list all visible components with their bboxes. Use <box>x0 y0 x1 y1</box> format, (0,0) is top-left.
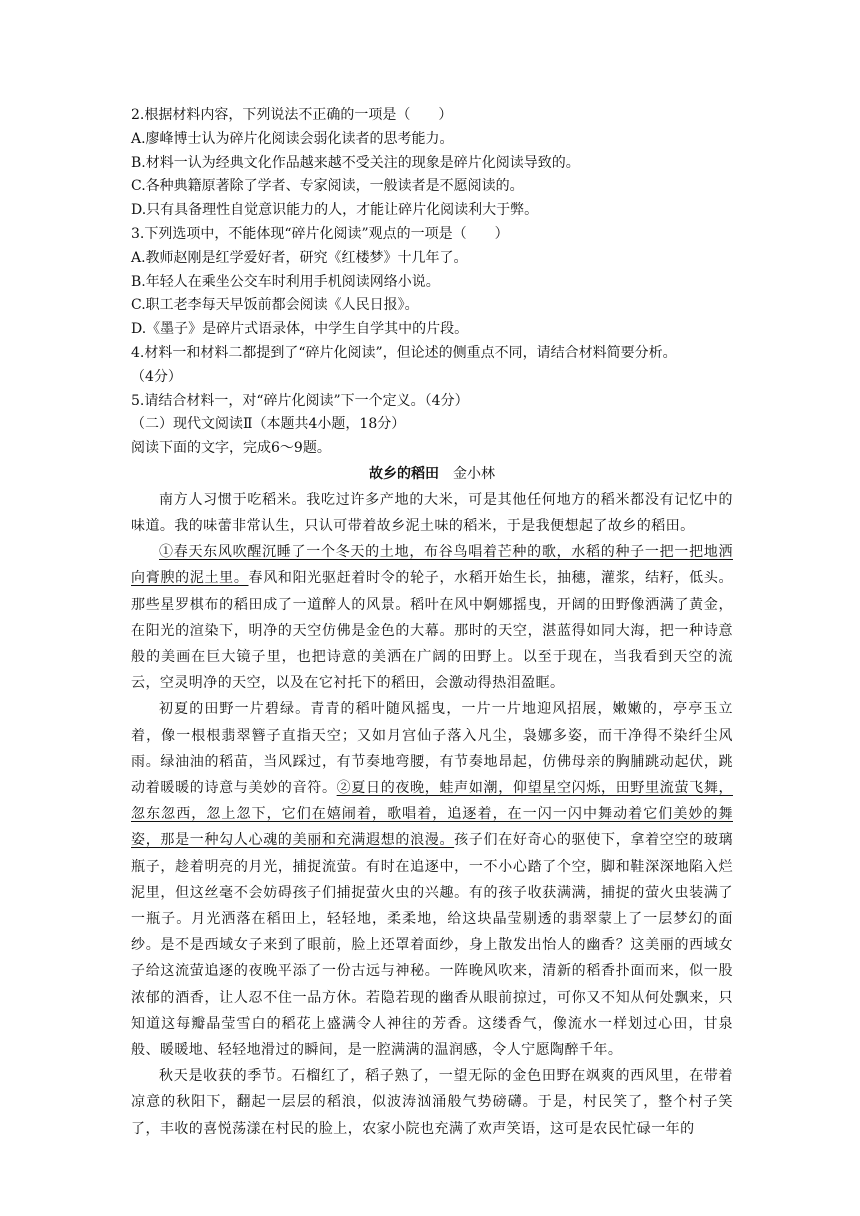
question-5-stem: 5.请结合材料一，对“碎片化阅读”下一个定义。（4分） <box>131 392 469 409</box>
article-paragraph-1: 南方人习惯于吃稻米。我吃过许多产地的大米，可是其他任何地方的稻米都没有记忆中的味道。我的味蕾非常认生，只认可带着故乡泥土味的稻米，于是我便想起了故乡的稻田。 <box>131 491 733 534</box>
paragraph-3-text-a: 初夏的田野一片碧绿。青青的稻叶随风摇曳，一片一片地迎风招展，嫩嫩的，亭亭玉立着，像一根根翡翠簪子直指天空；又如月宫仙子落入凡尘，袅娜多姿，而干净得不染纤尘风雨。绿油油的稻苗，当风踩过，有节奏地弯腰，有节奏地昂起，仿佛母亲的胸脯跳动起伏，跳动着暖暖的诗意与美妙的音符。 <box>131 701 733 796</box>
article-paragraph-3 <box>131 696 733 1063</box>
article-author: 金小林 <box>453 465 495 482</box>
question-3-option-c: C.职工老李每天早饭前都会阅读《人民日报》。 <box>131 297 419 314</box>
paragraph-2-text: 春风和阳光驱赶着时令的轮子，水稻开始生长，抽穗，灌浆，结籽，低头。那些星罗棋布的稻田成了一道醉人的风景。稻叶在风中婀娜摇曳，开阔的田野像洒满了黄金，在阳光的渲染下，明净的天空仿佛是金色的大幕。那时的天空，湛蓝得如同大海，把一种诗意般的美画在巨大镜子里，也把诗意的美洒在广阔的田野上。以至于现在，当我看到天空的流云，空灵明净的天空，以及在它衬托下的稻田，会激动得热泪盈眶。 <box>131 570 733 692</box>
question-4-stem: 4.材料一和材料二都提到了“碎片化阅读”，但论述的侧重点不同，请结合材料简要分析。 <box>131 344 677 361</box>
question-2-stem: 2.根据材料内容，下列说法不正确的一项是（ ） <box>131 107 453 123</box>
article-paragraph-2 <box>131 539 733 696</box>
question-2-option-c: C.各种典籍原著除了学者、专家阅读，一般读者是不愿阅读的。 <box>131 178 524 195</box>
underlined-sentence-2: ②夏日的夜晚，蛙声如潮，仰望星空闪烁，田野里流萤飞舞，忽东忽西，忽上忽下，它们在嬉闹着，歌唱着，追逐着，在一闪一闪中舞动着它们美妙的舞姿，那是一种勾人心魂的美丽和充满遐想的浪漫。 <box>131 779 733 849</box>
question-2-option-d: D.只有具备理性自觉意识能力的人，才能让碎片化阅读利大于弊。 <box>131 202 539 219</box>
question-2-option-b: B.材料一认为经典文化作品越来越不受关注的现象是碎片化阅读导致的。 <box>131 154 580 171</box>
underlined-sentence-1: ①春天东风吹醒沉睡了一个冬天的土地，布谷鸟唱着芒种的歌，水稻的种子一把一把地洒向膏腴的泥土里。 <box>131 544 733 587</box>
question-3-stem: 3.下列选项中，不能体现“碎片化阅读”观点的一项是（ ） <box>131 225 509 242</box>
document-body <box>131 104 733 1142</box>
paragraph-3-text-b: 孩子们在好奇心的驱使下，拿着空空的玻璃瓶子，趁着明亮的月光，捕捉流萤。有时在追逐中，一不小心踏了个空，脚和鞋深深地陷入烂泥里，但这丝毫不会妨碍孩子们捕捉萤火虫的兴趣。有的孩子收获满满，捕捉的萤火虫装满了一瓶子。月光洒落在稻田上，轻轻地，柔柔地，给这块晶莹剔透的翡翠蒙上了一层梦幻的面纱。是不是西域女子来到了眼前，脸上还罩着面纱，身上散发出怡人的幽香？这美丽的西域女子给这流萤追逐的夜晚平添了一份古远与神秘。一阵晚风吹来，清新的稻香扑面而来，似一股浓郁的酒香，让人忍不住一品方休。若隐若现的幽香从眼前掠过，可你又不知从何处飘来，只知道这每瓣晶莹雪白的稻花上盛满令人神往的芳香。这缕香气，像流水一样划过心田，甘泉般、暖暖地、轻轻地滑过的瞬间，是一腔满满的温润感，令人宁愿陶醉千年。 <box>131 832 733 1059</box>
question-4-points: （4分） <box>131 368 182 385</box>
article-title: 故乡的稻田 <box>369 465 439 482</box>
question-3-option-a: A.教师赵刚是红学爱好者，研究《红楼梦》十几年了。 <box>131 249 468 266</box>
article-title-line <box>131 463 733 487</box>
question-3-option-b: B.年轻人在乘坐公交车时利用手机阅读网络小说。 <box>131 273 440 290</box>
question-3-option-d: D.《墨子》是碎片式语录体，中学生自学其中的片段。 <box>131 321 469 338</box>
article-paragraph-4: 秋天是收获的季节。石榴红了，稻子熟了，一望无际的金色田野在飒爽的西风里，在带着凉意的秋阳下，翻起一层层的稻浪，似波涛汹涌般气势磅礴。于是，村民笑了，整个村子笑了，丰收的喜悦荡漾在村民的脸上，农家小院也充满了欢声笑语，这可是农民忙碌一年的 <box>131 1068 733 1137</box>
section-heading: （二）现代文阅读Ⅱ（本题共4小题，18分） <box>131 416 406 433</box>
reading-instruction: 阅读下面的文字，完成6～9题。 <box>131 440 331 457</box>
question-2-option-a: A.廖峰博士认为碎片化阅读会弱化读者的思考能力。 <box>131 130 454 147</box>
